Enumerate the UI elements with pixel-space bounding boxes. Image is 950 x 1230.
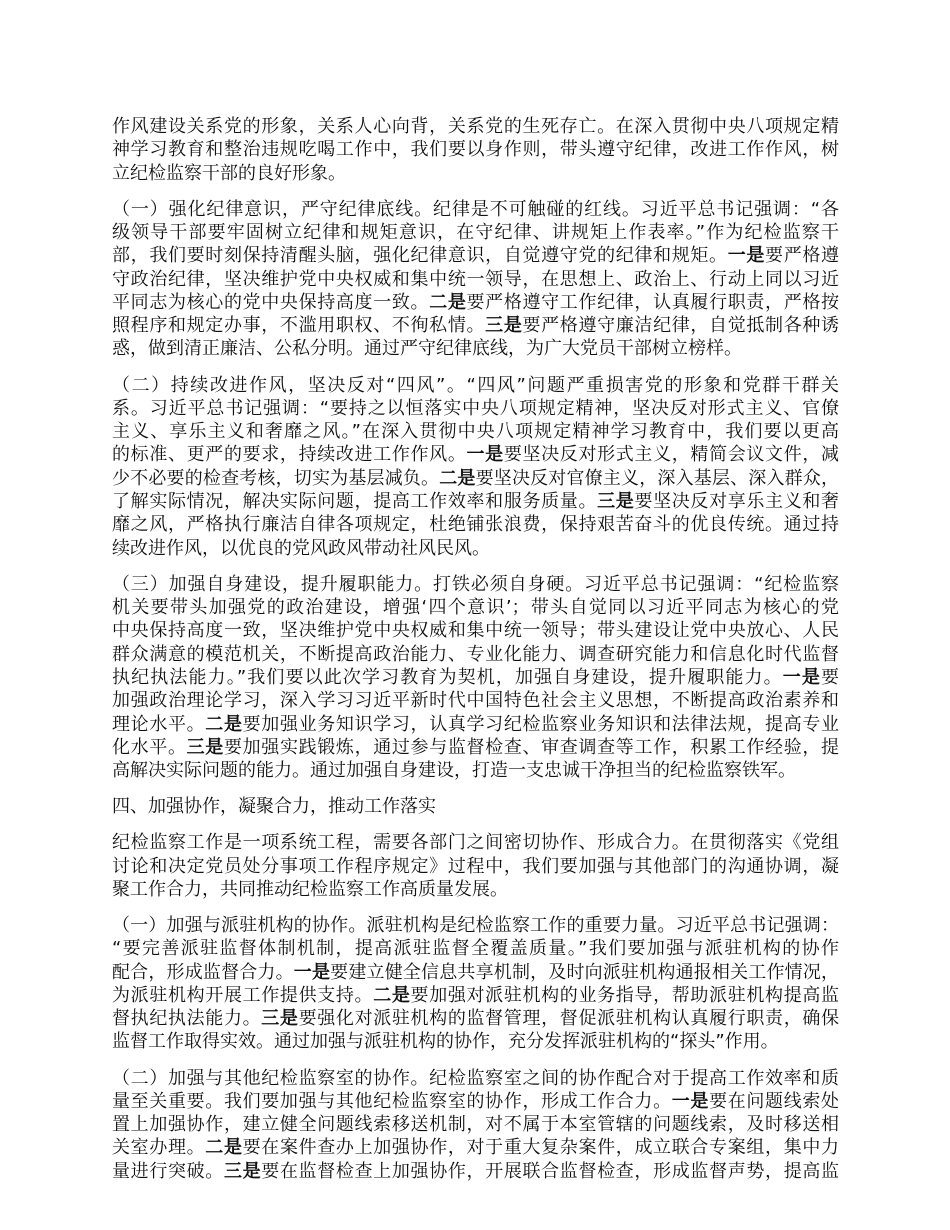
bold-marker: 二是 bbox=[373, 984, 411, 1006]
paragraph bbox=[112, 198, 839, 361]
text-line: 系。习近平总书记强调：“要持之以恒落实中央八项规定精神，坚决反对形式主义、官僚 bbox=[112, 397, 839, 419]
text-line: （一）加强与派驻机构的协作。派驻机构是纪检监察工作的重要力量。习近平总书记强调： bbox=[112, 914, 839, 936]
text-line: 高解决实际问题的能力。通过加强自身建设，打造一支忠诚干净担当的纪检监察铁军。 bbox=[112, 760, 796, 782]
text-line: 讨论和决定党员处分事项工作程序规定》过程中，我们要加强与其他部门的沟通协调，凝 bbox=[112, 855, 839, 877]
text-line: 理论水平。二是要加强业务知识学习，认真学习纪检监察业务知识和法律法规，提高专业 bbox=[112, 713, 839, 735]
text-line: 平同志为核心的党中央保持高度一致。二是要严格遵守工作纪律，认真履行职责，严格按 bbox=[112, 291, 839, 313]
text-line: 监督工作取得实效。通过加强与派驻机构的协作，充分发挥派驻机构的“探头”作用。 bbox=[112, 1031, 779, 1053]
text-line: 部，我们要时刻保持清醒头脑，强化纪律意识，自觉遵守党的纪律和规矩。一是要严格遵 bbox=[112, 245, 839, 267]
text-line: 立纪检监察干部的良好形象。 bbox=[112, 162, 346, 184]
paragraph bbox=[112, 1067, 839, 1183]
text-line: 神学习教育和整治违规吃喝工作中，我们要以身作则，带头遵守纪律，改进工作作风，树 bbox=[112, 139, 839, 161]
bold-marker: 二是 bbox=[439, 467, 476, 489]
text-line: 为派驻机构开展工作提供支持。二是要加强对派驻机构的业务指导，帮助派驻机构提高监 bbox=[112, 984, 839, 1006]
text-line: 量至关重要。我们要加强与其他纪检监察室的协作，形成工作合力。一是要在问题线索处 bbox=[112, 1090, 839, 1112]
bold-marker: 一是 bbox=[727, 245, 766, 267]
bold-marker: 一是 bbox=[671, 1090, 710, 1112]
bold-marker: 三是 bbox=[485, 315, 523, 337]
text-line: 作风建设关系党的形象，关系人心向背，关系党的生死存亡。在深入贯彻中央八项规定精 bbox=[112, 116, 839, 137]
text-line: 加强政治理论学习，深入学习习近平新时代中国特色社会主义思想，不断提高政治素养和 bbox=[112, 690, 839, 712]
text-line: 中央保持高度一致，坚决维护党中央权威和集中统一领导；带头建设让党中央放心、人民 bbox=[112, 620, 839, 642]
bold-marker: 一是 bbox=[466, 444, 504, 466]
bold-marker: 三是 bbox=[597, 491, 635, 513]
bold-marker: 二是 bbox=[205, 1137, 243, 1159]
paragraph bbox=[112, 831, 839, 901]
paragraph bbox=[112, 374, 839, 560]
text-line: 机关要带头加强党的政治建设，增强‘四个意识’；带头自觉同以习近平同志为核心的党 bbox=[112, 597, 839, 619]
paragraph bbox=[112, 573, 839, 783]
paragraph bbox=[112, 115, 839, 185]
text-line: 聚工作合力，共同推动纪检监察工作高质量发展。 bbox=[112, 878, 508, 900]
text-line: 四、加强协作，凝聚合力，推动工作落实 bbox=[112, 796, 436, 818]
text-line: 照程序和规定办事，不滥用职权、不徇私情。三是要严格遵守廉洁纪律，自觉抵制各种诱 bbox=[112, 315, 839, 337]
bold-marker: 三是 bbox=[186, 736, 224, 758]
document-page bbox=[112, 115, 839, 1196]
text-line: 级领导干部要牢固树立纪律和规矩意识，在守纪律、讲规矩上作表率。”作为纪检监察干 bbox=[112, 221, 839, 243]
text-line: 量进行突破。三是要在监督检查上加强协作，开展联合监督检查，形成监督声势，提高监 bbox=[112, 1160, 839, 1182]
text-line: 了解实际情况，解决实际问题，提高工作效率和服务质量。三是要坚决反对享乐主义和奢 bbox=[112, 491, 839, 513]
text-line: 群众满意的模范机关，不断提高政治能力、专业化能力、调查研究能力和信息化时代监督 bbox=[112, 643, 839, 665]
text-line: 化水平。三是要加强实践锻炼，通过参与监督检查、审查调查等工作，积累工作经验，提 bbox=[112, 736, 839, 758]
bold-marker: 一是 bbox=[782, 666, 821, 688]
bold-marker: 二是 bbox=[429, 291, 467, 313]
text-line: （一）强化纪律意识，严守纪律底线。纪律是不可触碰的红线。习近平总书记强调：“各 bbox=[112, 198, 839, 220]
section-heading bbox=[112, 795, 839, 818]
bold-marker: 一是 bbox=[293, 961, 331, 983]
text-line: 少不必要的检查考核，切实为基层减负。二是要坚决反对官僚主义，深入基层、深入群众， bbox=[112, 467, 839, 489]
text-line: “要完善派驻监督体制机制，提高派驻监督全覆盖质量。”我们要加强与派驻机构的协作 bbox=[112, 938, 839, 960]
paragraph bbox=[112, 914, 839, 1054]
text-line: （三）加强自身建设，提升履职能力。打铁必须自身硬。习近平总书记强调：“纪检监察 bbox=[112, 573, 839, 595]
text-line: 督执纪执法能力。三是要强化对派驻机构的监督管理，督促派驻机构认真履行职责，确保 bbox=[112, 1008, 839, 1030]
text-line: 主义、享乐主义和奢靡之风。”在深入贯彻中央八项规定精神学习教育中，我们要以更高 bbox=[112, 421, 839, 443]
text-line: 配合，形成监督合力。一是要建立健全信息共享机制，及时向派驻机构通报相关工作情况， bbox=[112, 961, 839, 983]
text-line: 的标准、更严的要求，持续改进工作作风。一是要坚决反对形式主义，精简会议文件，减 bbox=[112, 444, 839, 466]
bold-marker: 二是 bbox=[205, 713, 243, 735]
text-line: 置上加强协作，建立健全问题线索移送机制，对不属于本室管辖的问题线索，及时移送相 bbox=[112, 1114, 839, 1136]
text-line: （二）加强与其他纪检监察室的协作。纪检监察室之间的协作配合对于提高工作效率和质 bbox=[112, 1067, 839, 1089]
text-line: 执纪执法能力。”我们要以此次学习教育为契机，加强自身建设，提升履职能力。一是要 bbox=[112, 666, 839, 688]
bold-marker: 三是 bbox=[261, 1008, 299, 1030]
text-line: （二）持续改进作风，坚决反对“四风”。“四风”问题严重损害党的形象和党群干群关 bbox=[112, 374, 839, 396]
text-line: 守政治纪律，坚决维护党中央权威和集中统一领导，在思想上、政治上、行动上同以习近 bbox=[112, 268, 839, 290]
text-line: 续改进作风，以优良的党风政风带动社风民风。 bbox=[112, 537, 490, 559]
bold-marker: 三是 bbox=[223, 1160, 262, 1182]
text-line: 惑，做到清正廉洁、公私分明。通过严守纪律底线，为广大党员干部树立榜样。 bbox=[112, 338, 742, 360]
text-line: 靡之风，严格执行廉洁自律各项规定，杜绝铺张浪费，保持艰苦奋斗的优良传统。通过持 bbox=[112, 514, 839, 536]
text-line: 关室办理。二是要在案件查办上加强协作，对于重大复杂案件，成立联合专案组，集中力 bbox=[112, 1137, 839, 1159]
text-line: 纪检监察工作是一项系统工程，需要各部门之间密切协作、形成合力。在贯彻落实《党组 bbox=[112, 832, 839, 854]
